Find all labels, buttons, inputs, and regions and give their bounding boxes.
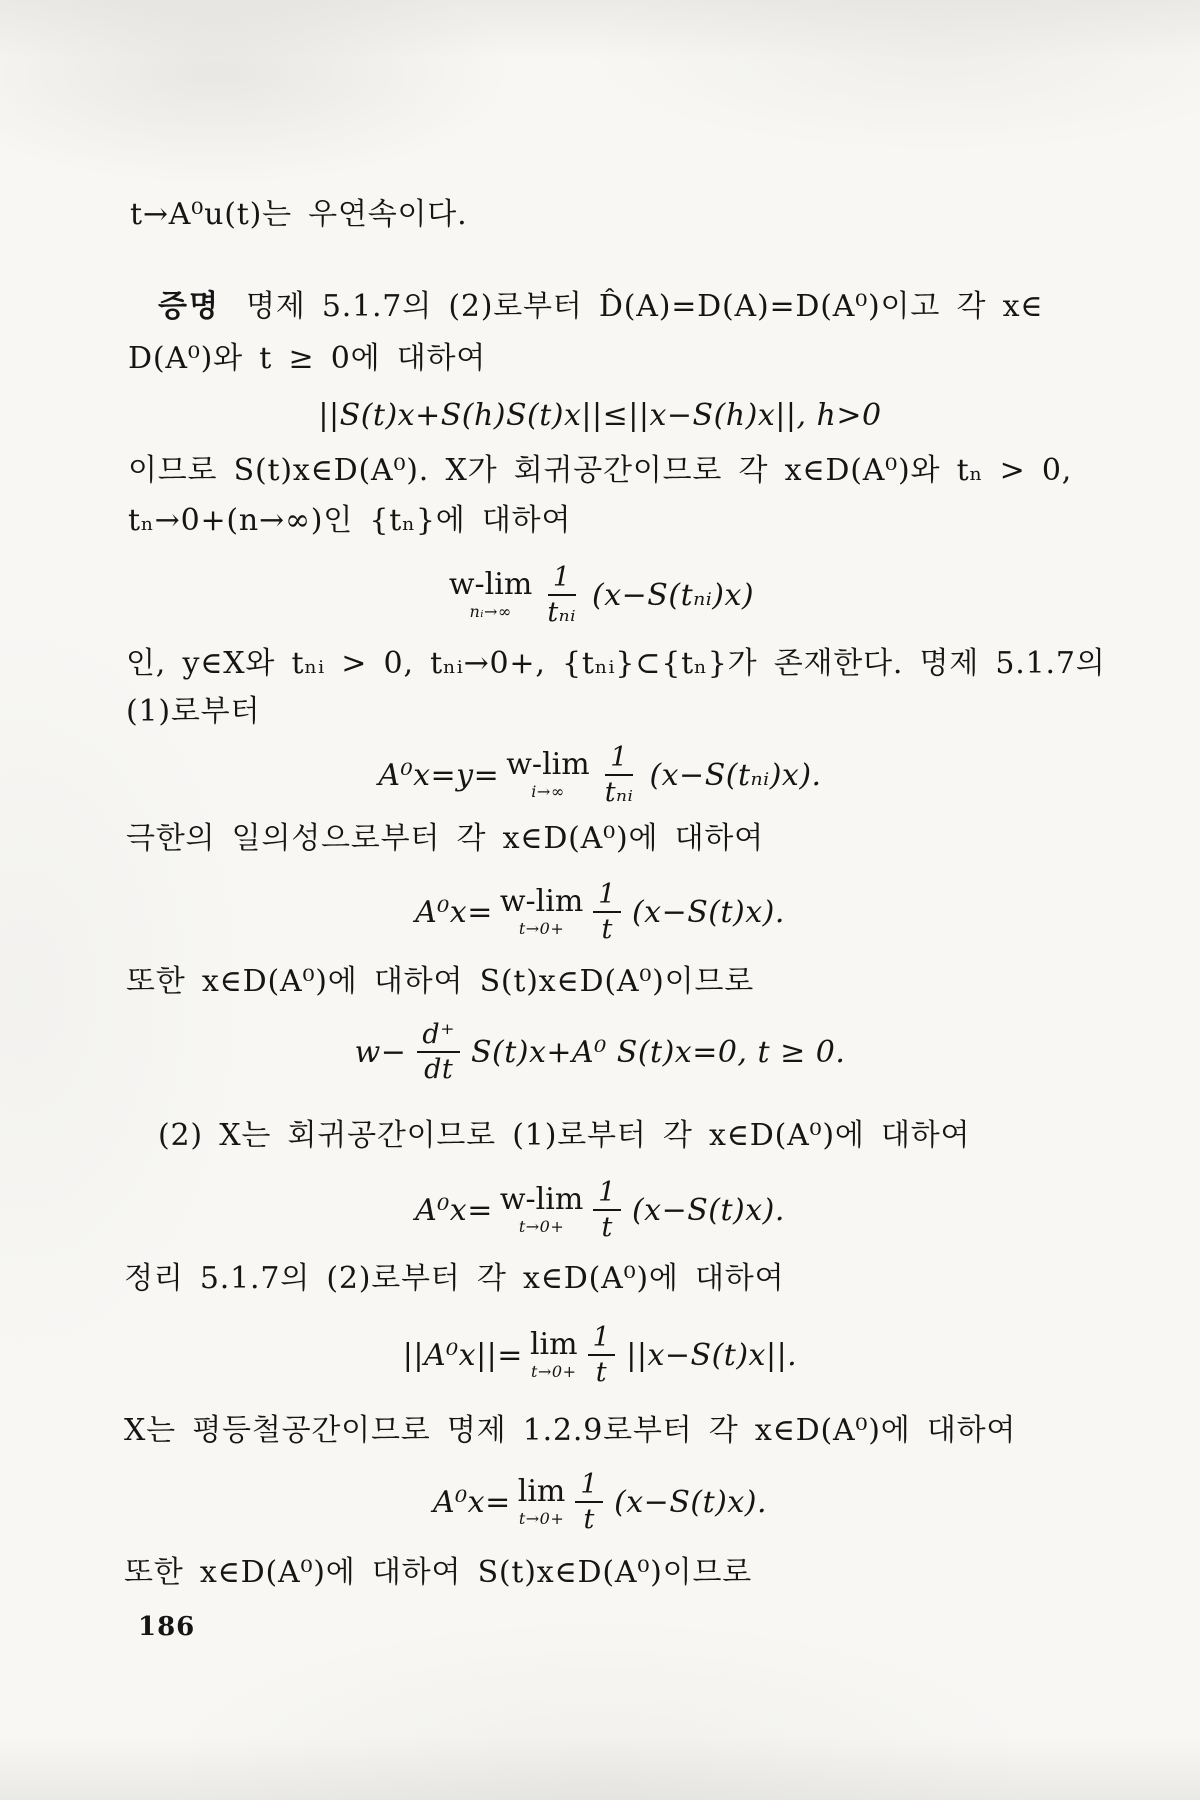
formula-post: (x−S(t)x). xyxy=(614,1484,767,1520)
text-line-p4: 극한의 일의성으로부터 각 x∈D(A⁰)에 대하여 xyxy=(126,821,764,856)
formula-text: ||S(t)x+S(h)S(t)x||≤||x−S(h)x||, h>0 xyxy=(318,397,882,433)
text-line-p3a: 인, y∈X와 tₙᵢ > 0, tₙᵢ→0+, {tₙᵢ}⊂{tₙ}가 존재한다. 명제 5.1.7의 xyxy=(126,646,1106,681)
limit-label: lim xyxy=(517,1474,566,1509)
limit-label: w-lim xyxy=(448,567,533,602)
fraction xyxy=(542,564,581,626)
fraction-numerator: 1 xyxy=(593,881,621,913)
limit-operator xyxy=(499,884,584,938)
limit-label: w-lim xyxy=(499,1182,584,1217)
page-number: 186 xyxy=(138,1612,196,1642)
fraction-denominator: tₙᵢ xyxy=(604,777,634,808)
formula-post: (x−S(t)x). xyxy=(631,1192,785,1228)
fraction-numerator: 1 xyxy=(593,1179,621,1211)
fraction-numerator: 1 xyxy=(588,1324,616,1356)
fraction-numerator: 1 xyxy=(548,564,576,596)
formula-post: (x−S(tₙᵢ)x). xyxy=(649,757,822,793)
text-line-p7: 정리 5.1.7의 (2)로부터 각 x∈D(A⁰)에 대하여 xyxy=(124,1261,785,1296)
fraction-denominator: t xyxy=(601,1212,613,1243)
fraction xyxy=(593,1179,621,1241)
text-line-p2b: tₙ→0+(n→∞)인 {tₙ}에 대하여 xyxy=(128,503,572,538)
fraction-denominator: t xyxy=(601,914,613,945)
text-line-p8: X는 평등철공간이므로 명제 1.2.9로부터 각 x∈D(A⁰)에 대하여 xyxy=(124,1413,1017,1448)
display-formula-5 xyxy=(0,1012,1200,1092)
formula-pre: w− xyxy=(354,1034,407,1070)
fraction-denominator: t xyxy=(595,1357,608,1388)
fraction xyxy=(588,1324,616,1386)
limit-subscript: t→0+ xyxy=(518,1509,565,1528)
fraction-numerator: 1 xyxy=(575,1471,603,1503)
formula-post: (x−S(tₙᵢ)x) xyxy=(592,577,755,613)
display-formula-7 xyxy=(0,1315,1200,1395)
display-formula-6 xyxy=(0,1170,1200,1250)
formula-pre: A⁰x=y= xyxy=(378,757,500,793)
limit-subscript: nᵢ→∞ xyxy=(469,602,512,621)
limit-operator xyxy=(448,567,533,621)
limit-subscript: t→0+ xyxy=(518,919,565,938)
fraction xyxy=(575,1471,603,1533)
limit-subscript: t→0+ xyxy=(531,1362,577,1381)
fraction-denominator: dt xyxy=(424,1054,454,1085)
text-line-p1b: D(A⁰)와 t ≥ 0에 대하여 xyxy=(128,341,487,376)
display-formula-4 xyxy=(0,872,1200,952)
formula-pre: A⁰x= xyxy=(432,1484,511,1520)
text-line-p9: 또한 x∈D(A⁰)에 대하여 S(t)x∈D(A⁰)이므로 xyxy=(124,1555,752,1590)
text-line-p2a: 이므로 S(t)x∈D(A⁰). X가 회귀공간이므로 각 x∈D(A⁰)와 tₙ > 0, xyxy=(128,453,1073,488)
limit-subscript: t→0+ xyxy=(518,1217,565,1236)
display-formula-2 xyxy=(0,555,1200,635)
limit-subscript: i→∞ xyxy=(531,782,565,801)
limit-operator xyxy=(517,1474,566,1528)
display-formula-1 xyxy=(0,375,1200,455)
fraction xyxy=(593,881,621,943)
limit-label: w-lim xyxy=(499,884,584,919)
fraction-denominator: t xyxy=(583,1504,595,1535)
display-formula-3 xyxy=(0,735,1200,815)
derivative-fraction xyxy=(417,1021,460,1083)
text-line-p6: (2) X는 회귀공간이므로 (1)로부터 각 x∈D(A⁰)에 대하여 xyxy=(158,1118,971,1153)
formula-pre: A⁰x= xyxy=(415,1192,493,1228)
formula-post: ||x−S(t)x||. xyxy=(626,1337,798,1373)
fraction-denominator: tₙᵢ xyxy=(547,597,577,628)
fraction-numerator: 1 xyxy=(605,744,633,776)
formula-post: (x−S(t)x). xyxy=(631,894,785,930)
proof-text: 명제 5.1.7의 (2)로부터 D̂(A)=D(A)=D(A⁰)이고 각 x∈ xyxy=(245,289,1044,324)
display-formula-8 xyxy=(0,1462,1200,1542)
limit-label: lim xyxy=(529,1327,578,1362)
limit-label: w-lim xyxy=(506,747,590,782)
fraction xyxy=(600,744,639,806)
formula-pre: ||A⁰x||= xyxy=(402,1337,523,1373)
fraction-numerator: d⁺ xyxy=(417,1021,460,1053)
formula-post: S(t)x+A⁰ S(t)x=0, t ≥ 0. xyxy=(470,1034,846,1070)
limit-operator xyxy=(529,1327,578,1381)
scan-artifact-bottom xyxy=(0,1720,1200,1800)
formula-pre: A⁰x= xyxy=(415,894,493,930)
limit-operator xyxy=(499,1182,584,1236)
paragraph-proof-start xyxy=(158,288,1043,326)
text-line-p3b: (1)로부터 xyxy=(126,694,261,729)
limit-operator xyxy=(506,747,590,801)
scan-artifact-top xyxy=(0,0,1200,70)
proof-label: 증명 xyxy=(158,289,220,324)
text-line-p5: 또한 x∈D(A⁰)에 대하여 S(t)x∈D(A⁰)이므로 xyxy=(126,964,754,999)
text-line-intro: t→A⁰u(t)는 우연속이다. xyxy=(130,197,468,232)
